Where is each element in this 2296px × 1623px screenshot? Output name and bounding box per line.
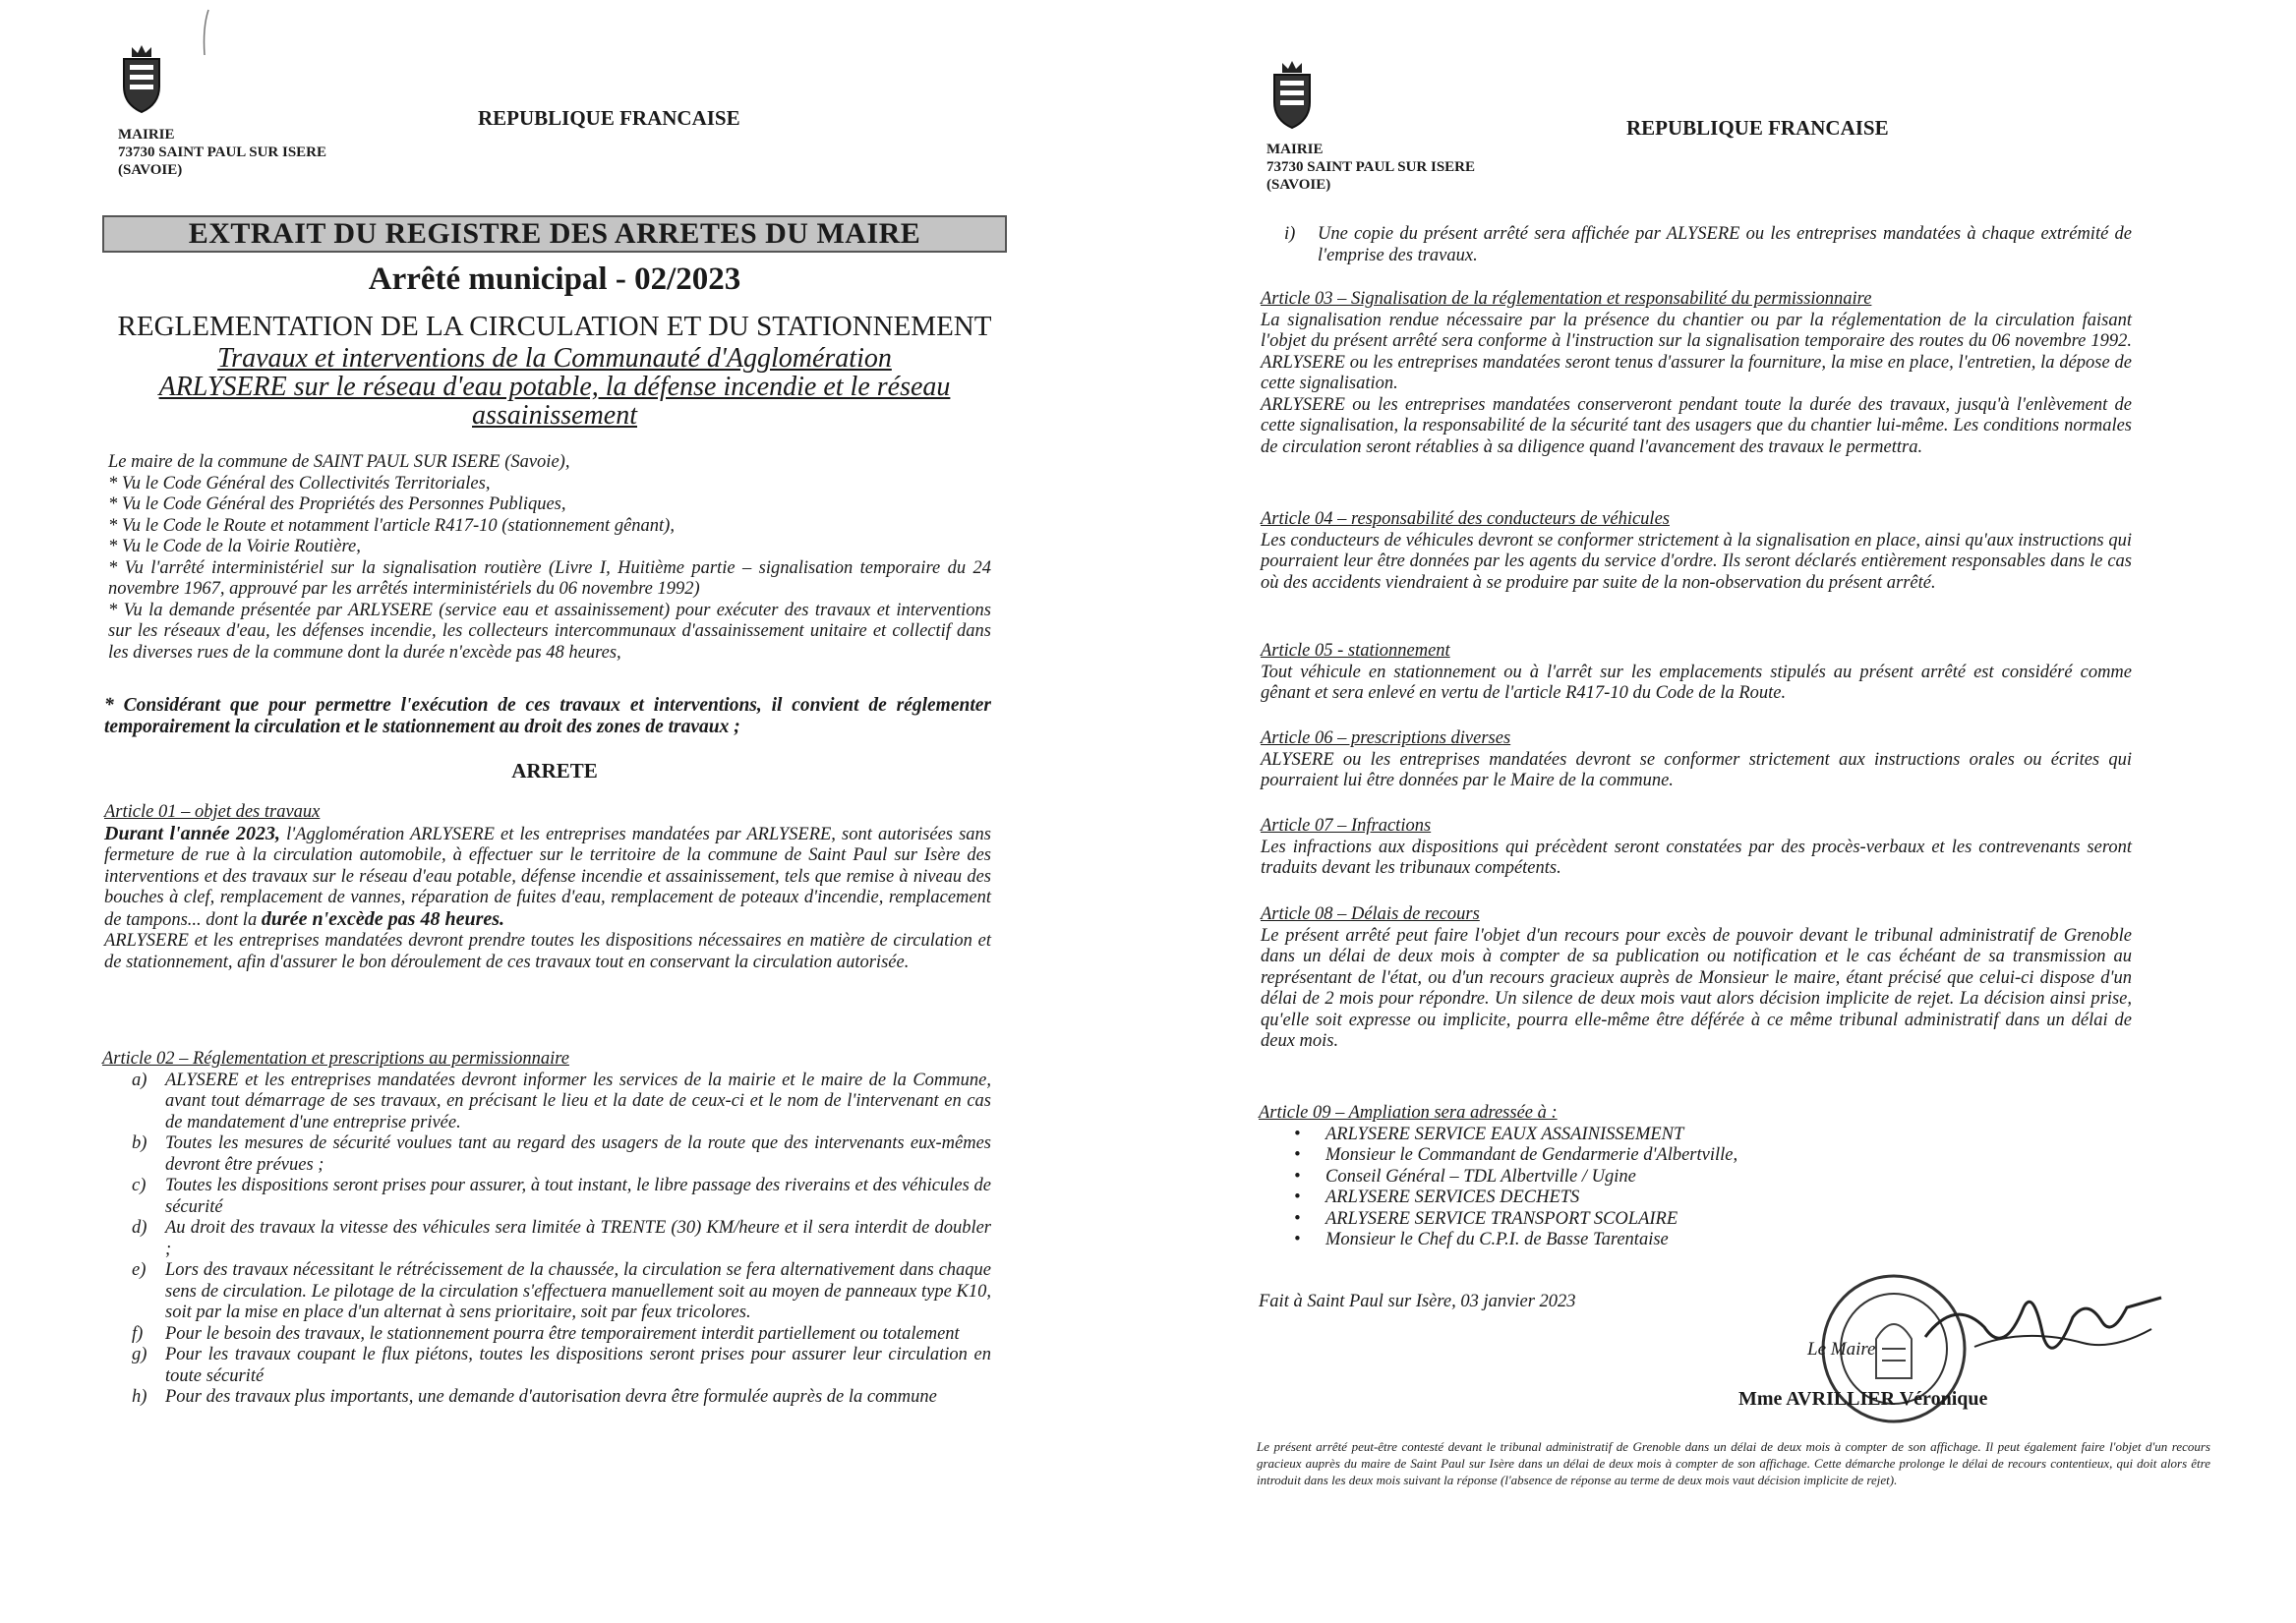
pen-mark-icon bbox=[199, 8, 212, 57]
list-item bbox=[102, 1071, 991, 1134]
subtitle-line: Travaux et interventions de la Communauté d'Agglomération bbox=[217, 343, 892, 374]
article-06-title: Article 06 – prescriptions diverses bbox=[1261, 728, 1511, 748]
list-item: • ARLYSERE SERVICES DECHETS bbox=[1294, 1188, 1580, 1207]
mairie-address bbox=[118, 126, 326, 179]
item-text: ALYSERE et les entreprises mandatées devront informer les services de la mairie et le maire de la Commune, avant tout démarrage de ses travaux, en précisant le lieu et la date de ceux-ci et le nom de l'intervenant en cas de mandatement d'une entreprise privée. bbox=[165, 1070, 991, 1132]
arrete-heading: ARRETE bbox=[511, 759, 598, 783]
article-07 bbox=[1261, 816, 2132, 880]
item-text: Toutes les dispositions seront prises pour assurer, à tout instant, le libre passage des riverains et des véhicules de sécurité bbox=[165, 1176, 991, 1217]
article-04-title: Article 04 – responsabilité des conducteurs de véhicules bbox=[1261, 509, 1670, 529]
subtitle-line: assainissement bbox=[472, 400, 637, 431]
article-04-text: Les conducteurs de véhicules devront se conformer strictement à la signalisation en place, ainsi qu'aux instructions qui pourraient leur être données par les agents du service d'ordre. Ils seront déclarés entièrement responsables dans le cas où des accidents viendraient à se produire par suite de la non-observation du présent arrêté. bbox=[1261, 530, 2132, 593]
item-label: f) bbox=[132, 1323, 144, 1344]
list-item bbox=[102, 1324, 991, 1346]
preamble-line: * Vu la demande présentée par ARLYSERE (service eau et assainissement) pour exécuter des travaux et interventions sur les réseaux d'eau, les défenses incendie, les collecteurs intercommunaux d'assainissement unitaire et collectif dans les diverses rues de la commune dont la durée n'excède pas 48 heures, bbox=[108, 600, 991, 663]
list-item: • Monsieur le Chef du C.P.I. de Basse Tarentaise bbox=[1294, 1230, 1669, 1249]
reglementation-title: REGLEMENTATION DE LA CIRCULATION ET DU STATIONNEMENT bbox=[117, 311, 992, 342]
article-01-duration: durée n'excède pas 48 heures. bbox=[261, 907, 505, 930]
article-06 bbox=[1261, 728, 2132, 792]
article-06-text: ALYSERE ou les entreprises mandatées devront se conformer strictement aux instructions orales ou écrites qui pourraient lui être données par le Maire de la commune. bbox=[1261, 749, 2132, 790]
mairie-line: (SAVOIE) bbox=[1266, 177, 1331, 193]
republique-header: REPUBLIQUE FRANCAISE bbox=[1626, 116, 1889, 140]
mairie-line: (SAVOIE) bbox=[118, 162, 183, 178]
item-text: Lors des travaux nécessitant le rétrécissement de la chaussée, la circulation se fera alternativement dans chaque sens de circulation. Le pilotage de la circulation s'effectuera manuellement soit au moyen de panneaux type K10, soit par la mise en place d'un alternat à sens prioritaire, soit par feux tricolores. bbox=[165, 1260, 991, 1322]
item-label: c) bbox=[132, 1176, 147, 1195]
preamble-line: * Vu le Code Général des Propriétés des Personnes Publiques, bbox=[108, 494, 566, 514]
register-banner: EXTRAIT DU REGISTRE DES ARRETES DU MAIRE bbox=[102, 215, 1007, 253]
subtitle-line: ARLYSERE sur le réseau d'eau potable, la défense incendie et le réseau bbox=[158, 372, 951, 402]
article-09 bbox=[1259, 1103, 2130, 1251]
item-label: g) bbox=[132, 1345, 147, 1364]
article-03 bbox=[1261, 289, 2132, 458]
article-02-list bbox=[102, 1071, 991, 1409]
le-maire-label: Le Maire bbox=[1807, 1339, 1876, 1360]
item-text: Pour les travaux coupant le flux piétons, toutes les dispositions seront prises pour assurer leur circulation en toute sécurité bbox=[165, 1345, 991, 1386]
list-item: • ARLYSERE SERVICE EAUX ASSAINISSEMENT bbox=[1294, 1124, 1684, 1144]
article-03-text: La signalisation rendue nécessaire par la présence du chantier ou par la réglementation de la circulation faisant l'objet du présent arrêté sera conforme à l'instruction sur la signalisation temporaire des routes du 06 novembre 1992. ARLYSERE ou les entreprises mandatées seront tenus d'assurer la fourniture, la mise en place, l'entretien, la dépose de cette signalisation. bbox=[1261, 310, 2132, 393]
arrete-subtitle bbox=[102, 344, 1007, 430]
article-01-text: l'Agglomération ARLYSERE et les entreprises mandatées par ARLYSERE, sont autorisées sans fermeture de rue à la circulation automobile, à effectuer sur le territoire de la commune de Saint Paul sur Isère des interventions et des travaux sur le réseau d'eau potable, défense incendie et assainissement, tels que remise à niveau des bouches à clef, remplacement de vannes, réparation de fuites d'eau, remplacement de poteaux d'incendie, remplacement de tampons... dont la bbox=[104, 824, 991, 930]
recipient: ARLYSERE SERVICES DECHETS bbox=[1325, 1188, 1580, 1207]
article-05 bbox=[1261, 641, 2132, 705]
signature-icon bbox=[1915, 1278, 2171, 1386]
article-05-title: Article 05 - stationnement bbox=[1261, 641, 1450, 661]
article-02-list-continued bbox=[1255, 224, 2132, 266]
recipient: ARLYSERE SERVICE TRANSPORT SCOLAIRE bbox=[1325, 1208, 1678, 1229]
article-04 bbox=[1261, 509, 2132, 594]
list-item bbox=[102, 1260, 991, 1324]
list-item: • ARLYSERE SERVICE TRANSPORT SCOLAIRE bbox=[1294, 1208, 1678, 1229]
mairie-line: MAIRIE bbox=[118, 127, 175, 143]
list-item bbox=[102, 1176, 991, 1218]
article-02 bbox=[102, 1049, 991, 1409]
article-07-title: Article 07 – Infractions bbox=[1261, 816, 1432, 836]
article-08 bbox=[1261, 904, 2132, 1053]
legal-footnote: Le présent arrêté peut-être contesté devant le tribunal administratif de Grenoble dans un délai de deux mois à compter de son affichage. Il peut également faire l'objet d'un recours gracieux auprès du maire de Saint Paul sur Isère dans un délai de deux mois à compter de son affichage. Cette démarche prolonge le délai de recours contentieux, qui doit alors être introduit dans les deux mois suivant la réponse (l'absence de réponse au terme de deux mois vaut décision implicite de rejet). bbox=[1257, 1439, 2210, 1487]
fait-a: Fait à Saint Paul sur Isère, 03 janvier 2023 bbox=[1259, 1292, 1576, 1311]
republique-header: REPUBLIQUE FRANCAISE bbox=[478, 106, 740, 130]
list-item bbox=[1255, 224, 2132, 266]
item-text: Toutes les mesures de sécurité voulues tant au regard des usagers de la route que des intervenants eux-mêmes devront être prévues ; bbox=[165, 1133, 991, 1175]
list-item: • Monsieur le Commandant de Gendarmerie d'Albertville, bbox=[1294, 1145, 1738, 1165]
item-label: d) bbox=[132, 1218, 147, 1238]
item-i bbox=[1255, 224, 2132, 266]
recipient: ARLYSERE SERVICE EAUX ASSAINISSEMENT bbox=[1325, 1124, 1684, 1144]
list-item bbox=[102, 1387, 991, 1409]
article-03-text: ARLYSERE ou les entreprises mandatées conserveront pendant toute la durée des travaux, jusqu'à l'enlèvement de cette signalisation, la responsabilité de la sécurité tant des usagers que du chantier lui-même. Les conditions normales de circulation seront rétablies à sa diligence quand l'avancement des travaux le permettra. bbox=[1261, 394, 2132, 457]
article-02-title: Article 02 – Réglementation et prescriptions au permissionnaire bbox=[102, 1049, 569, 1069]
item-text: Pour le besoin des travaux, le stationnement pourra être temporairement interdit partiellement ou totalement bbox=[165, 1323, 960, 1344]
article-01-text2: ARLYSERE et les entreprises mandatées devront prendre toutes les dispositions nécessaires en matière de circulation et de stationnement, afin d'assurer le bon déroulement de ces travaux tout en conservant la circulation autorisée. bbox=[104, 931, 991, 972]
mairie-line: 73730 SAINT PAUL SUR ISERE bbox=[1266, 159, 1475, 175]
considerant: * Considérant que pour permettre l'exécution de ces travaux et interventions, il convient de réglementer temporairement la circulation et le stationnement au droit des zones de travaux ; bbox=[104, 695, 991, 737]
article-01-title: Article 01 – objet des travaux bbox=[104, 802, 321, 822]
signatory-name: Mme AVRILLIER Véronique bbox=[1738, 1388, 1988, 1410]
article-08-text: Le présent arrêté peut faire l'objet d'un recours pour excès de pouvoir devant le tribunal administratif de Grenoble dans un délai de deux mois à compter de sa publication ou notification et le cas échéant de sa transmission au représentant de l'état, ou d'un recours gracieux auprès de Monsieur le maire, étant précisé que celui-ci dispose d'un délai de 2 mois pour répondre. Un silence de deux mois vaut alors décision implicite de rejet. La décision ainsi prise, qu'elle soit expresse ou implicite, pourra elle-même être déférée à ce même tribunal administratif dans un délai de deux mois. bbox=[1261, 925, 2132, 1051]
item-text: Au droit des travaux la vitesse des véhicules sera limitée à TRENTE (30) KM/heure et il sera interdit de doubler ; bbox=[165, 1218, 991, 1259]
preamble-line: * Vu le Code le Route et notamment l'article R417-10 (stationnement gênant), bbox=[108, 515, 675, 536]
list-item: • Conseil Général – TDL Albertville / Ugine bbox=[1294, 1166, 1636, 1187]
item-label: i) bbox=[1284, 224, 1296, 244]
recipient: Monsieur le Chef du C.P.I. de Basse Tarentaise bbox=[1325, 1230, 1669, 1249]
preamble-line: * Vu le Code Général des Collectivités Territoriales, bbox=[108, 473, 491, 493]
article-03-title: Article 03 – Signalisation de la réglementation et responsabilité du permissionnaire bbox=[1261, 289, 1872, 309]
article-07-text: Les infractions aux dispositions qui précèdent seront constatées par des procès-verbaux et les contrevenants seront traduits devant les tribunaux compétents. bbox=[1261, 837, 2132, 878]
coat-of-arms-icon bbox=[1268, 59, 1316, 130]
list-item bbox=[102, 1345, 991, 1387]
item-label: e) bbox=[132, 1260, 147, 1280]
mairie-line: 73730 SAINT PAUL SUR ISERE bbox=[118, 145, 326, 160]
article-01-lead: Durant l'année 2023, bbox=[104, 822, 281, 844]
ampliation-list bbox=[1259, 1125, 2130, 1251]
article-08-title: Article 08 – Délais de recours bbox=[1261, 904, 1480, 924]
arrete-title: Arrêté municipal - 02/2023 bbox=[368, 261, 741, 297]
item-text: Une copie du présent arrêté sera affichée par ALYSERE ou les entreprises mandatées à chaque extrémité de l'emprise des travaux. bbox=[1318, 224, 2132, 265]
recipient: Conseil Général – TDL Albertville / Ugine bbox=[1325, 1166, 1636, 1187]
article-01 bbox=[104, 802, 991, 973]
right-page bbox=[1148, 0, 2296, 1623]
item-label: a) bbox=[132, 1070, 147, 1090]
preamble bbox=[108, 452, 991, 664]
item-label: b) bbox=[132, 1133, 147, 1153]
preamble-line: * Vu l'arrêté interministériel sur la signalisation routière (Livre I, Huitième partie – signalisation temporaire du 24 novembre 1967, approuvé par les arrêtés interministériels du 06 novembre 1992) bbox=[108, 557, 991, 599]
list-item bbox=[102, 1133, 991, 1176]
item-label: h) bbox=[132, 1387, 147, 1407]
item-text: Pour des travaux plus importants, une demande d'autorisation devra être formulée auprès de la commune bbox=[165, 1387, 937, 1407]
article-09-title: Article 09 – Ampliation sera adressée à : bbox=[1259, 1103, 1558, 1123]
article-05-text: Tout véhicule en stationnement ou à l'arrêt sur les emplacements stipulés au présent arrêté est considéré comme gênant et sera enlevé en vertu de l'article R417-10 du Code de la Route. bbox=[1261, 662, 2132, 703]
mairie-address bbox=[1266, 141, 1475, 194]
list-item bbox=[102, 1218, 991, 1260]
recipient: Monsieur le Commandant de Gendarmerie d'Albertville, bbox=[1325, 1145, 1738, 1165]
preamble-line: Le maire de la commune de SAINT PAUL SUR ISERE (Savoie), bbox=[108, 452, 570, 472]
mairie-line: MAIRIE bbox=[1266, 142, 1324, 157]
coat-of-arms-icon bbox=[118, 43, 165, 114]
preamble-line: * Vu le Code de la Voirie Routière, bbox=[108, 537, 361, 556]
